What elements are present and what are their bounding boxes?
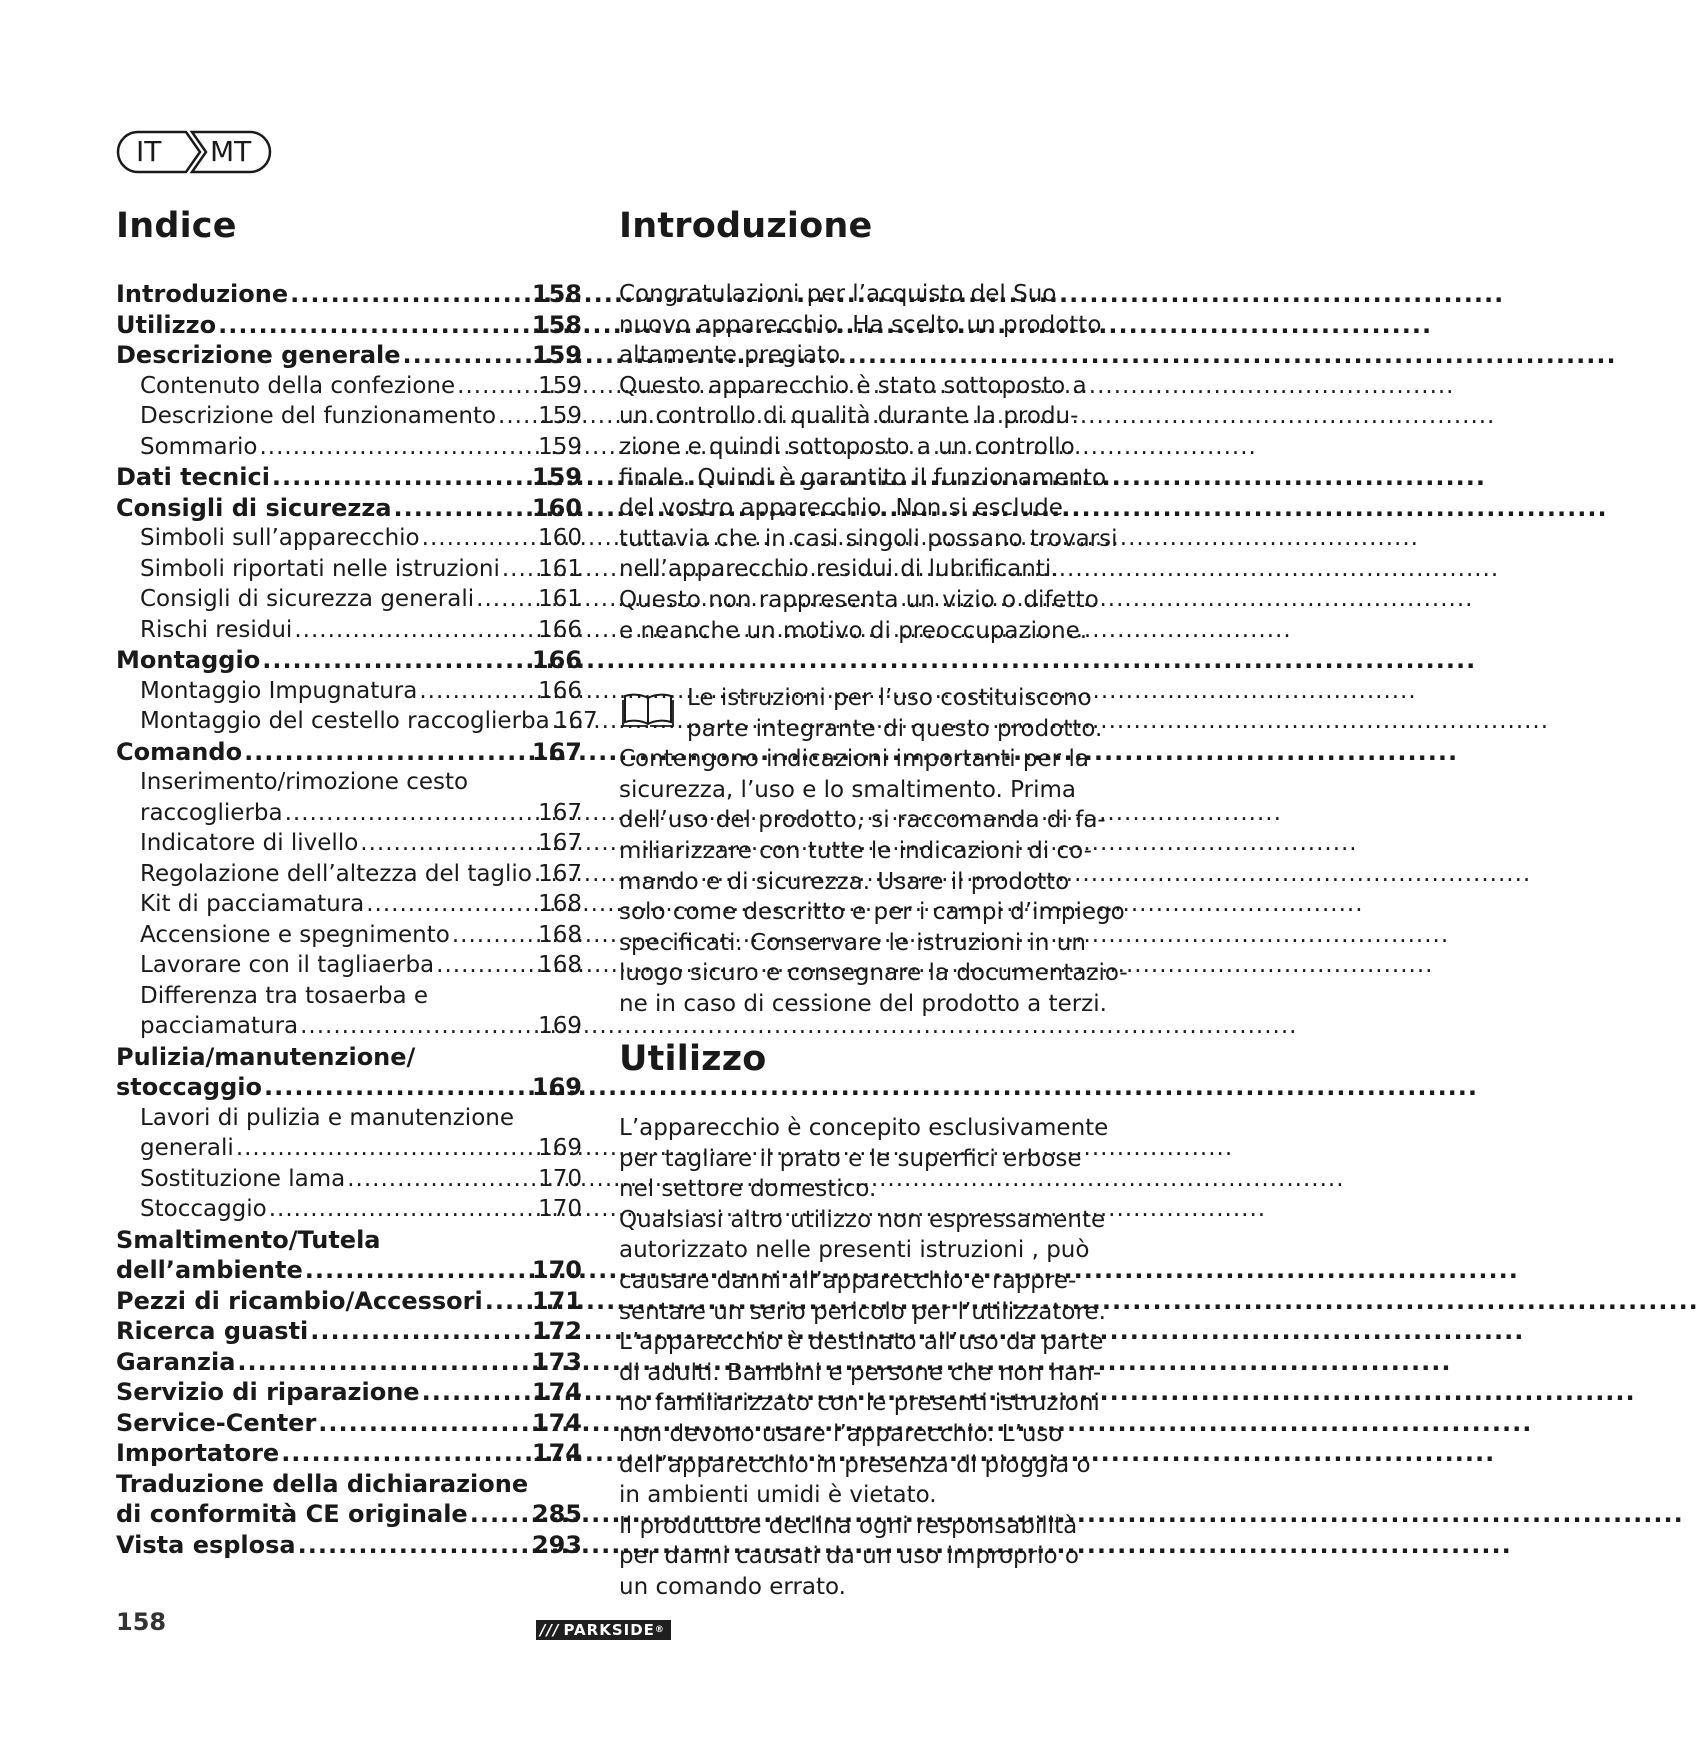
toc-entry (116, 432, 582, 463)
toc-entry-title: Garanzia (116, 1347, 236, 1376)
toc-title: Indice (116, 206, 237, 246)
toc-entry (116, 920, 582, 951)
toc-entry (116, 1072, 582, 1103)
toc-entry-title: pacciamatura (140, 1013, 299, 1039)
toc-entry-title: Regolazione dell’altezza del taglio (140, 860, 532, 887)
toc-leader-dots (496, 401, 538, 432)
toc-entry-page: 168 (538, 921, 582, 948)
paragraph-line: autorizzato nelle presenti istruzioni , può (619, 1237, 1090, 1264)
toc-leader-dots (267, 1194, 538, 1225)
table-of-contents (116, 279, 598, 1560)
toc-leader-dots (392, 493, 532, 524)
toc-entry-title: Ricerca guasti (116, 1317, 309, 1345)
toc-leader-dots (455, 371, 538, 402)
toc-leader-dots (468, 1499, 532, 1530)
toc-leader-dots (262, 1072, 532, 1103)
toc-leader-dots (364, 889, 538, 920)
paragraph-line: dell’apparecchio in presenza di pioggia o (619, 1451, 1091, 1478)
toc-entry (116, 1499, 582, 1530)
toc-entry (116, 493, 582, 524)
paragraph-line: un comando errato. (619, 1573, 846, 1600)
toc-entry-page: 167 (538, 799, 582, 826)
toc-leader-dots (303, 1255, 532, 1286)
paragraph-line: L’apparecchio è destinato all’uso da parte (619, 1329, 1104, 1356)
toc-leader-dots (298, 1011, 538, 1042)
toc-entry (116, 1377, 582, 1408)
toc-entry (116, 279, 582, 310)
toc-leader-dots (296, 1530, 532, 1561)
toc-entry-title: Stoccaggio (140, 1196, 267, 1222)
toc-leader-dots (474, 584, 538, 615)
paragraph-line: non devono usare l’apparecchio. L’uso (619, 1420, 1063, 1447)
toc-entry (116, 462, 582, 493)
toc-leader-dots (283, 798, 539, 829)
toc-entry (116, 859, 582, 890)
toc-leader-dots (288, 279, 532, 310)
toc-entry-page: 171 (531, 1286, 582, 1315)
paragraph-line: Questo apparecchio è stato sottoposto a (619, 372, 1087, 399)
toc-leader-dots (216, 310, 532, 341)
brand-name: PARKSIDE (563, 1621, 655, 1639)
paragraph-line: mando e di sicurezza. Usare il prodotto (619, 868, 1070, 895)
paragraph-line: ne in caso di cessione del prodotto a terzi. (619, 990, 1107, 1017)
toc-entry-title: di conformità CE originale (116, 1500, 468, 1528)
page-number: 158 (116, 1608, 167, 1636)
paragraph-line: nell’apparecchio residui di lubrificanti. (619, 556, 1059, 583)
toc-entry-title: Accensione e spegnimento (140, 921, 450, 948)
paragraph-line: Le istruzioni per l’uso costituiscono (687, 685, 1092, 711)
toc-entry-page: 293 (531, 1530, 582, 1559)
toc-entry-title: Montaggio Impugnatura (140, 677, 418, 704)
paragraph-text (619, 1113, 1109, 1603)
brand-slashes: /// (540, 1621, 560, 1639)
paragraph-line: sicurezza, l’uso e lo smaltimento. Prima (619, 776, 1076, 803)
paragraph-line: no familiarizzato con le presenti istruzioni (619, 1390, 1100, 1417)
paragraph-line: per tagliare il prato e le superfici erbose (619, 1145, 1082, 1172)
toc-leader-dots (258, 432, 539, 463)
toc-entry (116, 1530, 582, 1561)
introduzione-heading: Introduzione (619, 206, 873, 246)
toc-entry-title: stoccaggio (116, 1073, 262, 1101)
toc-entry (116, 1133, 582, 1164)
toc-entry (116, 1255, 582, 1286)
toc-entry (116, 371, 582, 402)
paragraph-line: Questo non rappresenta un vizio o difetto (619, 586, 1099, 613)
toc-entry-title: raccoglierba (140, 799, 283, 826)
toc-entry (116, 1347, 582, 1378)
toc-leader-dots (358, 828, 538, 859)
utilizzo-paragraph (619, 1113, 1109, 1603)
toc-leader-dots (292, 615, 538, 646)
paragraph-line: luogo sicuro e consegnare la documentazio- (619, 960, 1128, 987)
toc-entry-page: 167 (553, 708, 598, 734)
toc-entry-line: Traduzione della dichiarazione (116, 1469, 529, 1498)
toc-entry (116, 1011, 582, 1042)
toc-entry-page: 174 (531, 1408, 582, 1437)
toc-entry-title: Simboli riportati nelle istruzioni (140, 555, 500, 582)
toc-entry (116, 737, 582, 768)
toc-entry-page: 161 (538, 555, 582, 582)
language-code-mt: MT (210, 135, 252, 168)
paragraph-line: parte integrante di questo prodotto. (687, 715, 1103, 742)
language-code-it: IT (136, 135, 162, 168)
toc-entry-line: Pulizia/manutenzione/ (116, 1042, 416, 1071)
paragraph-line: dell’uso del prodotto, si raccomanda di fa- (619, 807, 1106, 834)
toc-entry (116, 554, 582, 585)
toc-entry-title: Descrizione del funzionamento (140, 403, 497, 429)
toc-entry-title: Consigli di sicurezza (116, 493, 392, 522)
toc-entry (116, 798, 582, 829)
toc-leader-dots (420, 1377, 532, 1408)
toc-entry-title: Vista esplosa (116, 1530, 296, 1559)
toc-entry-title: Servizio di riparazione (116, 1378, 420, 1406)
paragraph-line: nuovo apparecchio. Ha scelto un prodotto (619, 311, 1102, 338)
paragraph-line: Congratulazioni per l’acquisto del Suo (619, 281, 1057, 307)
toc-entry-title: Descrizione generale (116, 341, 401, 369)
toc-entry-line: Lavori di pulizia e manutenzione (140, 1104, 514, 1131)
toc-entry (116, 1286, 582, 1317)
toc-entry-page: 285 (531, 1500, 582, 1528)
toc-entry (116, 615, 582, 646)
toc-entry (116, 645, 582, 676)
toc-entry-title: Sommario (140, 433, 258, 460)
paragraph-line: e neanche un motivo di preoccupazione. (619, 617, 1088, 644)
toc-entry-title: Dati tecnici (116, 463, 270, 491)
paragraph-line: solo come descritto e per i campi d’impiego (619, 899, 1125, 926)
toc-entry-title: Kit di pacciamatura (140, 891, 365, 917)
toc-entry-page: 170 (538, 1165, 582, 1192)
paragraph-line: un controllo di qualità durante la produ- (619, 403, 1079, 430)
toc-entry-title: Montaggio (116, 646, 261, 674)
paragraph-text (619, 683, 1128, 1020)
toc-entry-title: Montaggio del cestello raccoglierba (140, 708, 550, 734)
toc-leader-dots (434, 950, 538, 981)
paragraph-line: sentare un serio pericolo per l’utilizzatore. (619, 1298, 1106, 1325)
toc-entry (116, 1194, 582, 1225)
toc-entry-page: 174 (531, 1439, 582, 1467)
toc-entry-page: 160 (538, 525, 582, 551)
toc-entry (116, 523, 582, 554)
toc-entry-page: 170 (538, 1196, 582, 1222)
introduzione-paragraph-2 (619, 683, 1128, 1020)
introduzione-paragraph-1 (619, 279, 1118, 646)
toc-entry-page: 167 (538, 830, 582, 856)
toc-leader-dots (450, 920, 538, 951)
toc-entry (116, 340, 582, 371)
paragraph-line: zione e quindi sottoposto a un controllo (619, 433, 1075, 460)
toc-leader-dots (417, 676, 538, 707)
toc-entry-page: 159 (531, 341, 582, 369)
paragraph-line: L’apparecchio è concepito esclusivamente (619, 1115, 1109, 1141)
toc-entry-line: Differenza tra tosaerba e (140, 982, 429, 1009)
toc-entry-page: 159 (538, 372, 582, 399)
toc-entry-title: generali (140, 1135, 234, 1161)
toc-entry-page: 158 (531, 310, 582, 339)
toc-leader-dots (401, 340, 532, 371)
toc-entry-title: Importatore (116, 1439, 280, 1467)
toc-leader-dots (279, 1438, 532, 1469)
toc-entry-title: Sostituzione lama (140, 1165, 346, 1192)
toc-entry (116, 1316, 582, 1347)
paragraph-line: specificati. Conservare le istruzioni in un (619, 929, 1086, 956)
toc-entry-page: 166 (538, 616, 582, 643)
toc-entry-page: 173 (531, 1347, 582, 1376)
toc-leader-dots (308, 1316, 532, 1347)
language-badge (116, 130, 272, 174)
toc-entry (116, 584, 582, 615)
paragraph-line: Qualsiasi altro utilizzo non espressamente (619, 1206, 1106, 1233)
toc-entry-title: Rischi residui (140, 616, 293, 643)
toc-entry-title: Lavorare con il tagliaerba (140, 952, 435, 978)
toc-entry-page: 168 (538, 952, 582, 978)
toc-entry-title: Pezzi di ricambio/Accessori (116, 1286, 483, 1315)
toc-entry-title: Introduzione (116, 280, 289, 308)
toc-entry-title: Service-Center (116, 1408, 317, 1437)
paragraph-line: finale. Quindi è garantito il funzionamento (619, 464, 1107, 491)
toc-entry-page: 174 (531, 1378, 582, 1406)
paragraph-line: tuttavia che in casi singoli possano trovarsi (619, 525, 1118, 552)
toc-entry (116, 676, 582, 707)
toc-leader-dots (270, 462, 532, 493)
paragraph-line: causare danni all’apparecchio e rappre- (619, 1267, 1077, 1294)
toc-leader-dots (500, 554, 538, 585)
toc-entry-title: Comando (116, 737, 243, 766)
paragraph-line: miliarizzare con tutte le indicazioni di co- (619, 837, 1092, 864)
toc-entry (116, 828, 582, 859)
paragraph-text (619, 279, 1118, 646)
toc-entry-page: 160 (531, 493, 582, 522)
toc-leader-dots (420, 523, 538, 554)
toc-entry-title: Utilizzo (116, 310, 217, 339)
paragraph-line: per danni causati da un uso improprio o (619, 1543, 1079, 1570)
toc-entry-page: 169 (538, 1013, 582, 1039)
toc-leader-dots (483, 1286, 532, 1317)
toc-entry-page: 167 (531, 737, 582, 766)
toc-entry-title: Simboli sull’apparecchio (140, 525, 420, 551)
toc-entry (116, 1438, 582, 1469)
toc-entry (116, 950, 582, 981)
toc-leader-dots (345, 1164, 538, 1195)
toc-entry (116, 706, 598, 737)
paragraph-line: Il produttore declina ogni responsabilità (619, 1512, 1078, 1539)
paragraph-line: Contengono indicazioni importanti per la (619, 746, 1089, 773)
paragraph-line: in ambienti umidi è vietato. (619, 1482, 937, 1509)
toc-entry-title: Contenuto della confezione (140, 372, 456, 399)
paragraph-line: nel settore domestico. (619, 1176, 877, 1203)
toc-entry-title: Indicatore di livello (140, 830, 359, 856)
paragraph-line: del vostro apparecchio. Non si esclude (619, 495, 1063, 522)
toc-entry (116, 889, 582, 920)
toc-entry-page: 169 (538, 1135, 582, 1161)
toc-entry-page: 158 (531, 280, 582, 308)
toc-entry-page: 169 (531, 1073, 582, 1101)
toc-entry (116, 310, 582, 341)
toc-entry-title: Consigli di sicurezza generali (140, 586, 475, 612)
paragraph-line: altamente pregiato. (619, 342, 847, 369)
paragraph-line: di adulti. Bambini e persone che non han- (619, 1359, 1102, 1386)
toc-entry-page: 161 (538, 586, 582, 612)
brand-registered-mark: ® (654, 1625, 665, 1635)
toc-leader-dots (242, 737, 532, 768)
toc-entry-page: 159 (538, 403, 582, 429)
parkside-logo (536, 1620, 671, 1640)
toc-entry-page: 170 (531, 1256, 582, 1284)
toc-entry-line: Smaltimento/Tutela (116, 1225, 381, 1254)
toc-leader-dots (260, 645, 532, 676)
toc-entry-page: 167 (538, 860, 582, 887)
toc-entry (116, 1164, 582, 1195)
toc-entry-page: 168 (538, 891, 582, 917)
toc-entry-page: 166 (538, 677, 582, 704)
toc-entry-line: Inserimento/rimozione cesto (140, 769, 469, 795)
toc-leader-dots (316, 1408, 532, 1439)
toc-leader-dots (234, 1133, 538, 1164)
utilizzo-heading: Utilizzo (619, 1039, 767, 1079)
toc-entry-page: 166 (531, 646, 582, 674)
toc-entry-page: 159 (538, 433, 582, 460)
toc-entry (116, 1408, 582, 1439)
toc-entry-page: 172 (531, 1317, 582, 1345)
toc-entry-title: dell’ambiente (116, 1256, 303, 1284)
toc-entry-page: 159 (531, 463, 582, 491)
toc-leader-dots (235, 1347, 531, 1378)
toc-entry (116, 401, 582, 432)
